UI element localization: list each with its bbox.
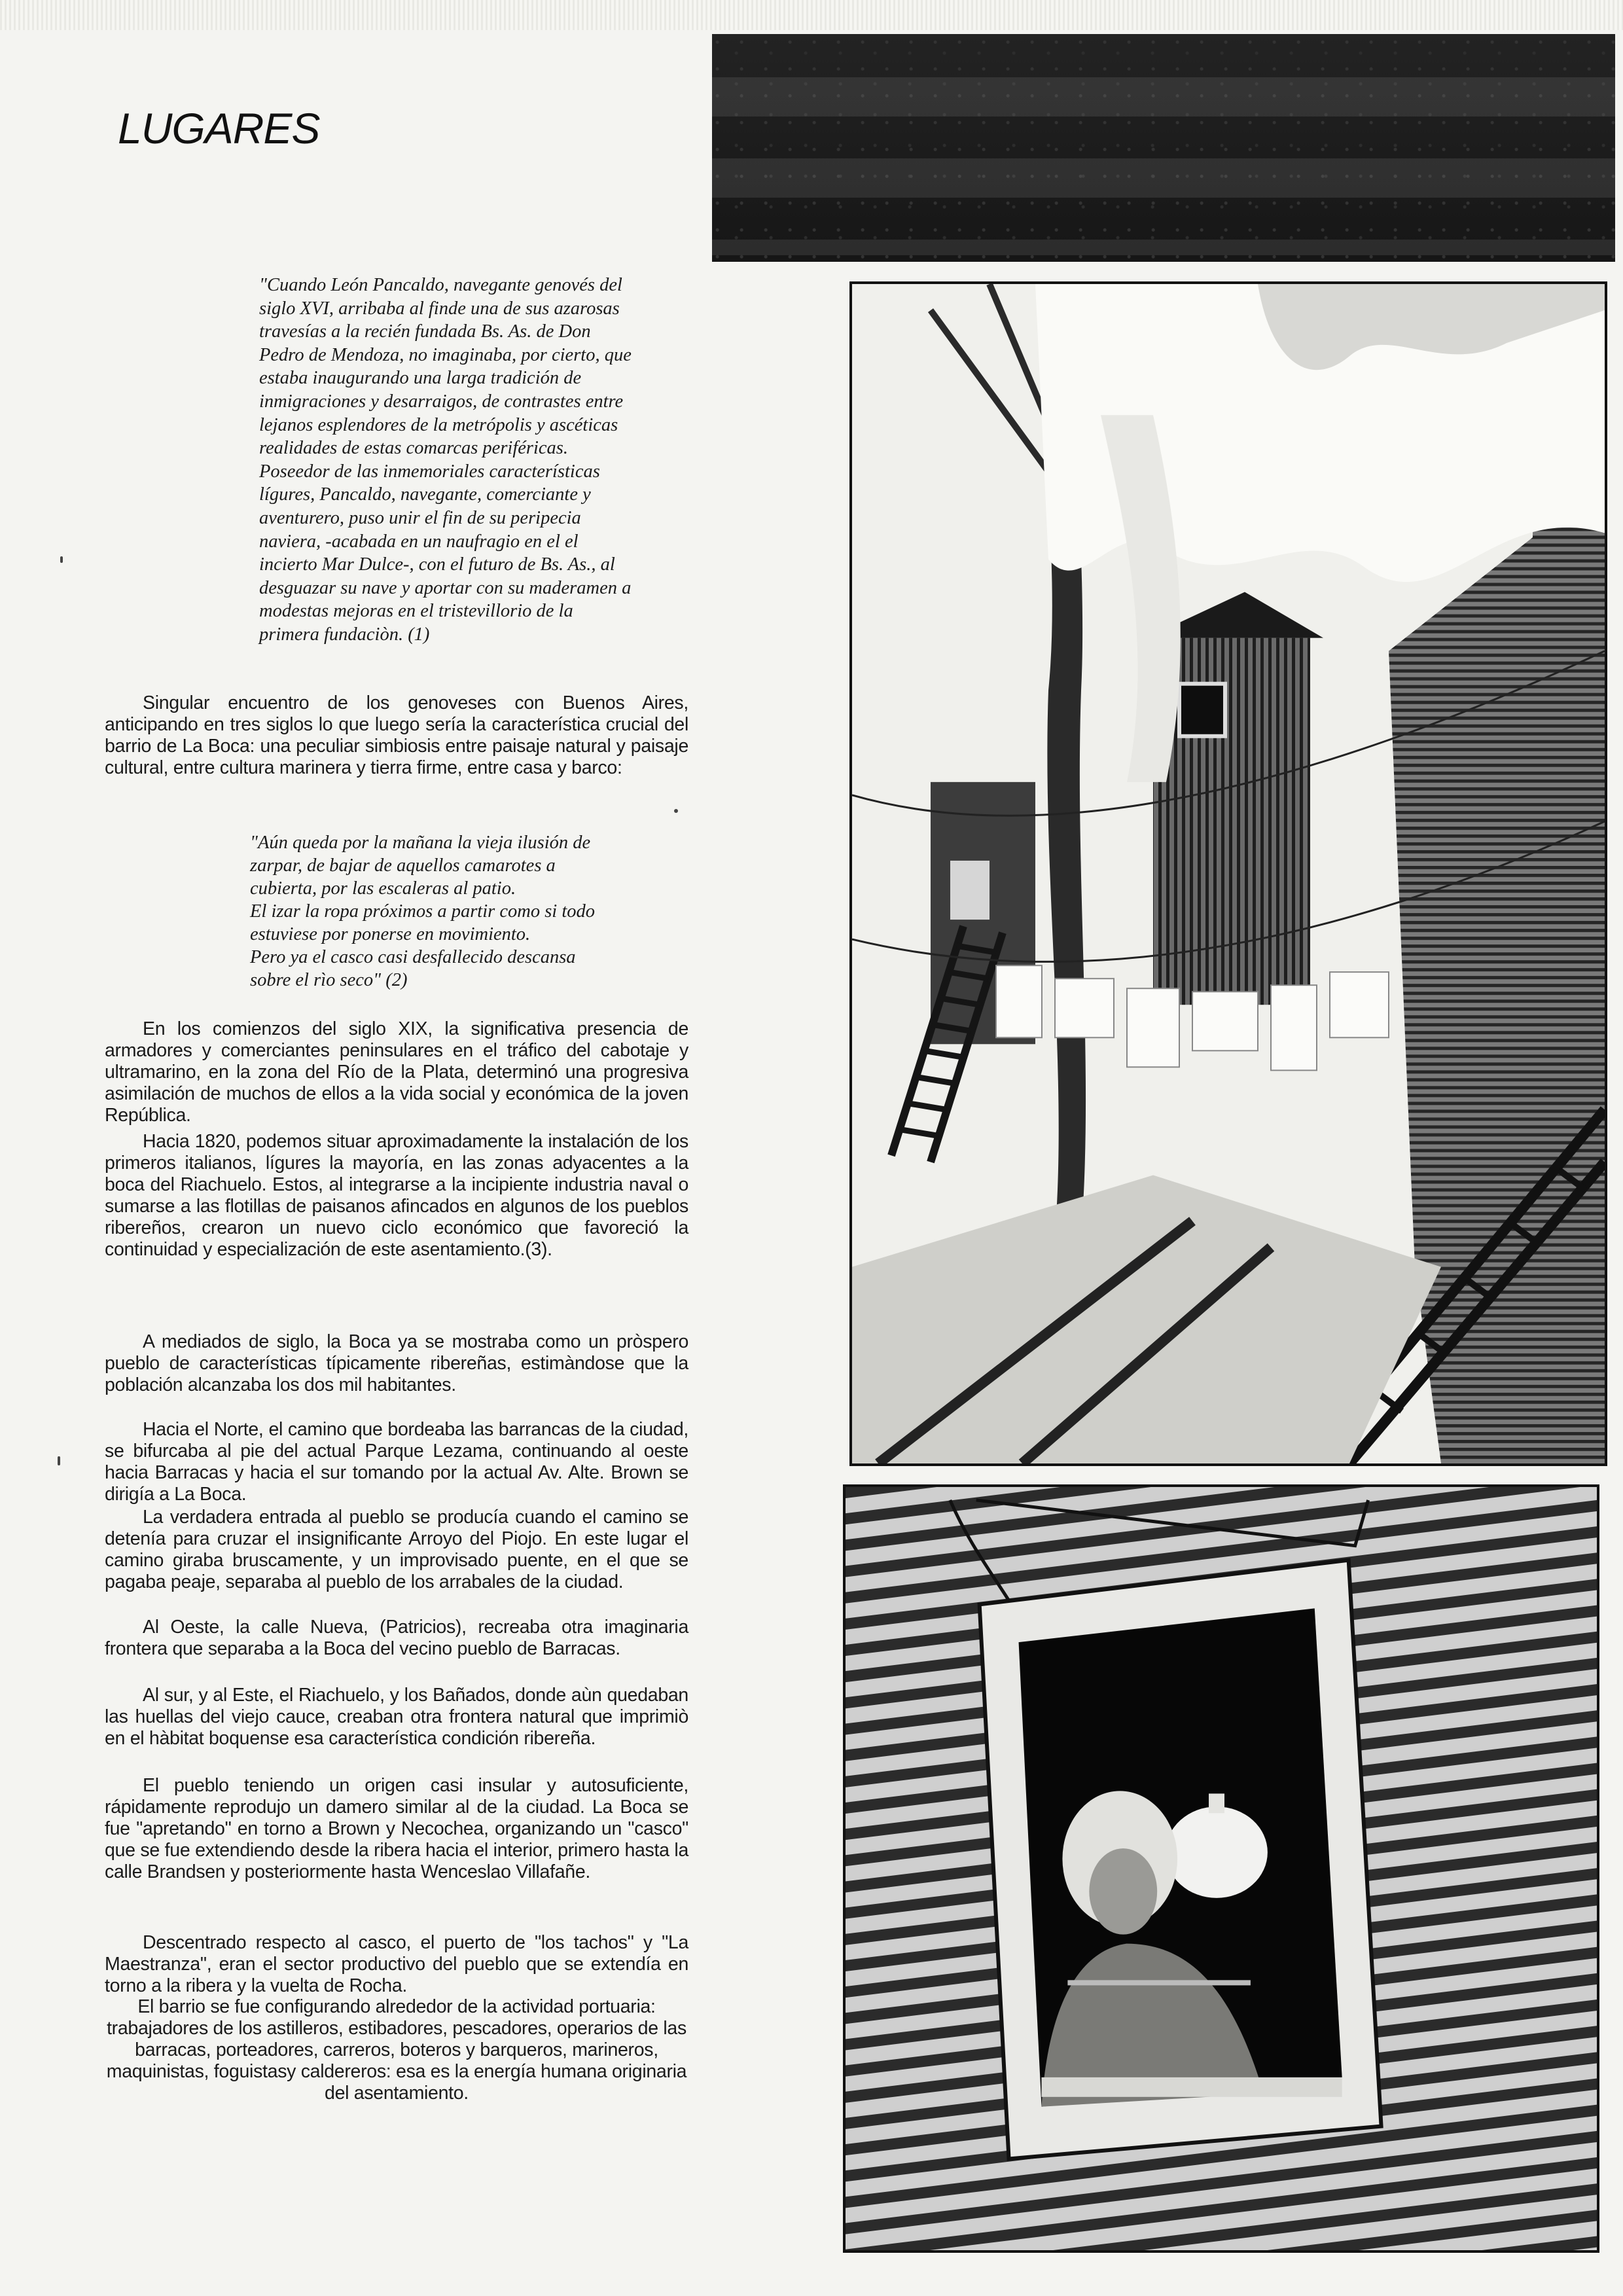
quote-line: modestas mejoras en el tristevillorio de la	[259, 601, 573, 622]
quote-line: realidades de estas comarcas periféricas.	[259, 438, 569, 459]
quote-line: desguazar su nave y aportar con su maderamen a	[259, 577, 632, 598]
quote-line: lejanos esplendores de la metrópolis y ascéticas	[259, 414, 618, 435]
quote-line: cubierta, por las escaleras al patio.	[250, 878, 516, 899]
body-paragraph: La verdadera entrada al pueblo se producía cuando el camino se detenía para cruzar el insignificante Arroyo del Piojo. En este lugar el camino giraba bruscamente, y un improvisado puente, en el que se pagaba peaje, separaba al pueblo de los arrabales de la ciudad.	[105, 1507, 688, 1592]
opening-quote	[259, 274, 704, 647]
quote-line: Poseedor de las inmemoriales características	[259, 461, 600, 482]
body-paragraph: A mediados de siglo, la Boca ya se mostraba como un pròspero pueblo de características típicamente ribereñas, estimàndose que la población alcanzaba los dos mil habitantes.	[105, 1331, 688, 1395]
quote-line: siglo XVI, arribaba al finde una de sus azarosas	[259, 298, 620, 319]
body-paragraph: Al sur, y al Este, el Riachuelo, y los Bañados, donde aùn quedaban las huellas del viejo cauce, creaban otra frontera natural que imprimiò en el hàbitat boquense esa característica condición ribereña.	[105, 1685, 688, 1749]
quote-line: Pedro de Mendoza, no imaginaba, por cierto, que	[259, 344, 632, 365]
window-photo-image	[846, 1487, 1597, 2250]
quote-line: travesías a la recién fundada Bs. As. de Don	[259, 321, 591, 342]
quote-line: "Cuando León Pancaldo, navegante genovés del	[259, 275, 622, 295]
quote-line: estaba inaugurando una larga tradición de	[259, 368, 582, 389]
header-band-ghost-text	[712, 46, 1615, 255]
quote-line: El izar la ropa próximos a partir como si todo	[250, 901, 596, 922]
scan-speck	[60, 556, 63, 563]
scan-speck	[674, 809, 678, 813]
quote-line: sobre el rìo seco" (2)	[250, 970, 408, 990]
body-paragraph: Al Oeste, la calle Nueva, (Patricios), recreaba otra imaginaria frontera que separaba a la Boca del vecino pueblo de Barracas.	[105, 1617, 688, 1659]
body-paragraph: El barrio se fue configurando alrededor de la actividad portuaria: trabajadores de los astilleros, estibadores, pescadores, operarios de las barracas, porteadores, carreros, boteros y barqueros, marineros, maquinistas, foguistasy caldereros: esa es la energía humana originaria del asentamiento.	[106, 1996, 687, 2104]
scan-top-edge	[0, 0, 1623, 30]
body-paragraph: En los comienzos del siglo XIX, la significativa presencia de armadores y comerciantes peninsulares en el tráfico del cabotaje y ultramarino, en la zona del Río de la Plata, determinó una progresiva asimilación de muchos de ellos a la vida social y económica de la joven República.	[105, 1018, 688, 1126]
quote-line: inmigraciones y desarraigos, de contrastes entre	[259, 391, 624, 412]
quote-line: naviera, -acabada en un naufragio en el el	[259, 531, 579, 552]
section-title: LUGARES	[118, 104, 320, 152]
body-paragraph: Hacia el Norte, el camino que bordeaba las barrancas de la ciudad, se bifurcaba al pie del actual Parque Lezama, continuando al oeste hacia Barracas y hacia el sur tomando por la actual Av. Alte. Brown se dirigía a La Boca.	[105, 1419, 688, 1505]
body-paragraph: Descentrado respecto al casco, el puerto de "los tachos" y "La Maestranza", eran el sector productivo del pueblo que se extendía en torno a la ribera y la vuelta de Rocha.	[105, 1932, 688, 1996]
quote-line: estuviese por ponerse en movimiento.	[250, 924, 531, 944]
courtyard-photo	[849, 281, 1607, 1466]
quote-line: incierto Mar Dulce-, con el futuro de Bs. As., al	[259, 554, 615, 575]
window-photo	[843, 1484, 1599, 2253]
scan-speck	[58, 1456, 60, 1465]
body-paragraph: Hacia 1820, podemos situar aproximadamente la instalación de los primeros italianos, lígures la mayoría, en las zonas adyacentes a la boca del Riachuelo. Estos, al integrarse a la incipiente industria naval o sumarse a las flotillas de paisanos afincados en algunos de los pueblos ribereños, crearon un nuevo ciclo económico que favoreció la continuidad y especialización de este asentamiento.(3).	[105, 1131, 688, 1260]
courtyard-photo-image	[852, 284, 1605, 1463]
quote-line: Pero ya el casco casi desfallecido descansa	[250, 947, 576, 967]
quote-line: "Aún queda por la mañana la vieja ilusión de	[250, 833, 591, 853]
quote-line: aventurero, puso unir el fin de su peripecia	[259, 507, 581, 528]
quote-line: lígures, Pancaldo, navegante, comerciante y	[259, 484, 591, 505]
quote-line: zarpar, de bajar de aquellos camarotes a	[250, 855, 556, 876]
quote-line: primera fundaciòn. (1)	[259, 624, 430, 645]
body-paragraph: Singular encuentro de los genoveses con Buenos Aires, anticipando en tres siglos lo que luego sería la característica crucial del barrio de La Boca: una peculiar simbiosis entre paisaje natural y paisaje cultural, entre cultura marinera y tierra firme, entre casa y barco:	[105, 692, 688, 778]
body-paragraph: El pueblo teniendo un origen casi insular y autosuficiente, rápidamente reprodujo un damero similar al de la ciudad. La Boca se fue "apretando" en torno a Brown y Necochea, organizando un "casco" que se fue extendiendo desde la ribera hacia el interior, primero hasta la calle Brandsen y posteriormente hasta Wenceslao Villafañe.	[105, 1775, 688, 1882]
second-quote	[250, 831, 702, 992]
